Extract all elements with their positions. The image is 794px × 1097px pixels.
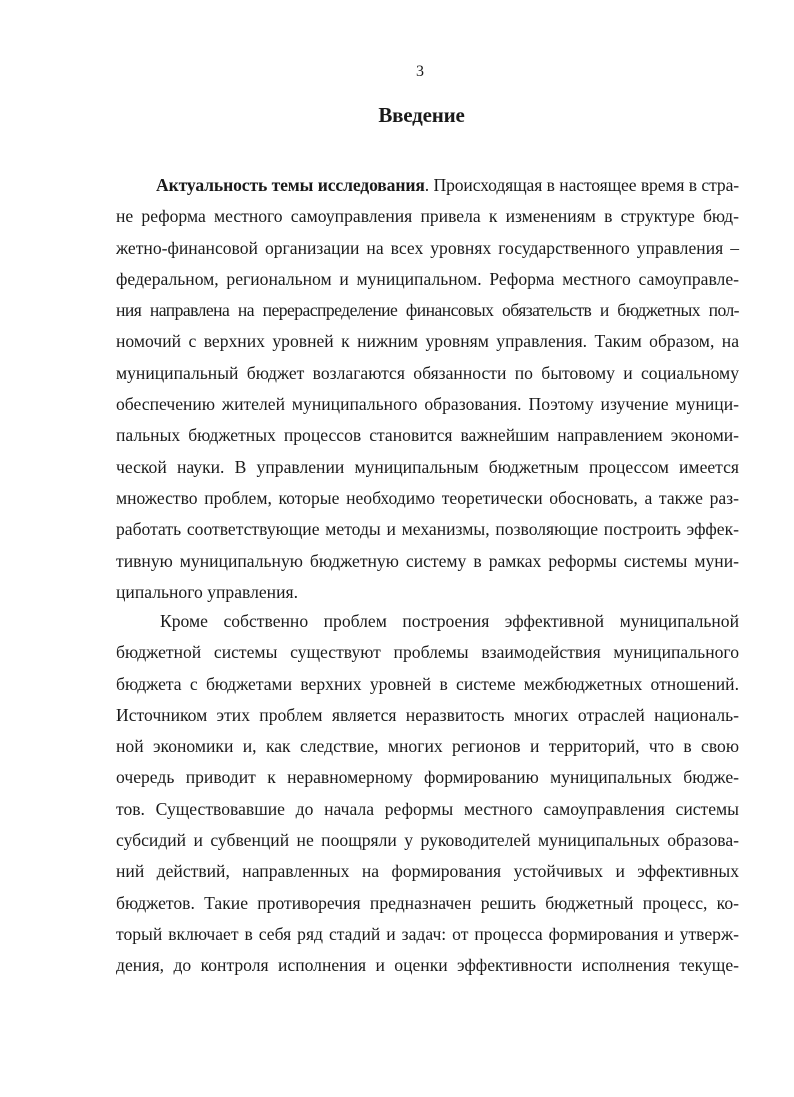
paragraph-line: ципального управления. xyxy=(116,581,299,602)
paragraph-line: тивную муниципальную бюджетную систему в рамках реформы системы муни- xyxy=(116,550,739,571)
paragraph-line: ной экономики и, как следствие, многих регионов и территорий, что в свою xyxy=(116,736,739,757)
page-number: 3 xyxy=(416,63,424,80)
paragraph-line: бюджета с бюджетами верхних уровней в системе межбюджетных отношений. xyxy=(116,673,739,694)
paragraph-line: тов. Существовавшие до начала реформы местного самоуправления системы xyxy=(116,798,739,819)
paragraph-line: номочий с верхних уровней к нижним уровням управления. Таким образом, на xyxy=(116,331,739,352)
paragraph-line: не реформа местного самоуправления привела к изменениям в структуре бюд- xyxy=(116,206,739,227)
paragraph-line: бюджетов. Такие противоречия предназначен решить бюджетный процесс, ко- xyxy=(116,892,739,913)
paragraph-line: очередь приводит к неравномерному формированию муниципальных бюдже- xyxy=(116,767,739,788)
paragraph-line: бюджетной системы существуют проблемы взаимодействия муниципального xyxy=(116,642,739,663)
paragraph-line: Источником этих проблем является неразвитость многих отраслей националь- xyxy=(116,704,739,725)
paragraph-line: субсидий и субвенций не поощряли у руководителей муниципальных образова- xyxy=(116,830,739,851)
paragraph-line: ческой науки. В управлении муниципальным бюджетным процессом имеется xyxy=(116,456,739,477)
paragraph-line: дения, до контроля исполнения и оценки эффективности исполнения текуще- xyxy=(116,955,739,976)
paragraph-line: ния направлена на перераспределение финансовых обязательств и бюджетных пол- xyxy=(116,300,739,321)
paragraph-relevance xyxy=(116,170,739,608)
paragraph-line: торый включает в себя ряд стадий и задач: от процесса формирования и утверж- xyxy=(116,923,739,944)
paragraph-line: обеспечению жителей муниципального образования. Поэтому изучение муници- xyxy=(116,394,739,415)
paragraph-problems xyxy=(116,606,739,982)
paragraph-line: муниципальный бюджет возлагаются обязанности по бытовому и социальному xyxy=(116,362,739,383)
paragraph-line: Кроме собственно проблем построения эффективной муниципальной xyxy=(160,611,739,631)
paragraph-line: работать соответствующие методы и механизмы, позволяющие построить эффек- xyxy=(116,519,739,540)
paragraph-line: множество проблем, которые необходимо теоретически обосновать, а также раз- xyxy=(116,487,739,508)
page-title: Введение xyxy=(378,103,465,127)
paragraph-line: ний действий, направленных на формирования устойчивых и эффективных xyxy=(116,861,739,882)
relevance-heading: Актуальность темы исследования xyxy=(156,175,425,195)
line-text: . Происходящая в настоящее время в стра- xyxy=(424,175,739,195)
paragraph-line: федеральном, региональном и муниципальном. Реформа местного самоуправле- xyxy=(116,268,739,289)
paragraph-line xyxy=(116,170,739,201)
paragraph-line: жетно-финансовой организации на всех уровнях государственного управления – xyxy=(116,237,739,258)
paragraph-line: пальных бюджетных процессов становится важнейшим направлением экономи- xyxy=(116,425,739,446)
